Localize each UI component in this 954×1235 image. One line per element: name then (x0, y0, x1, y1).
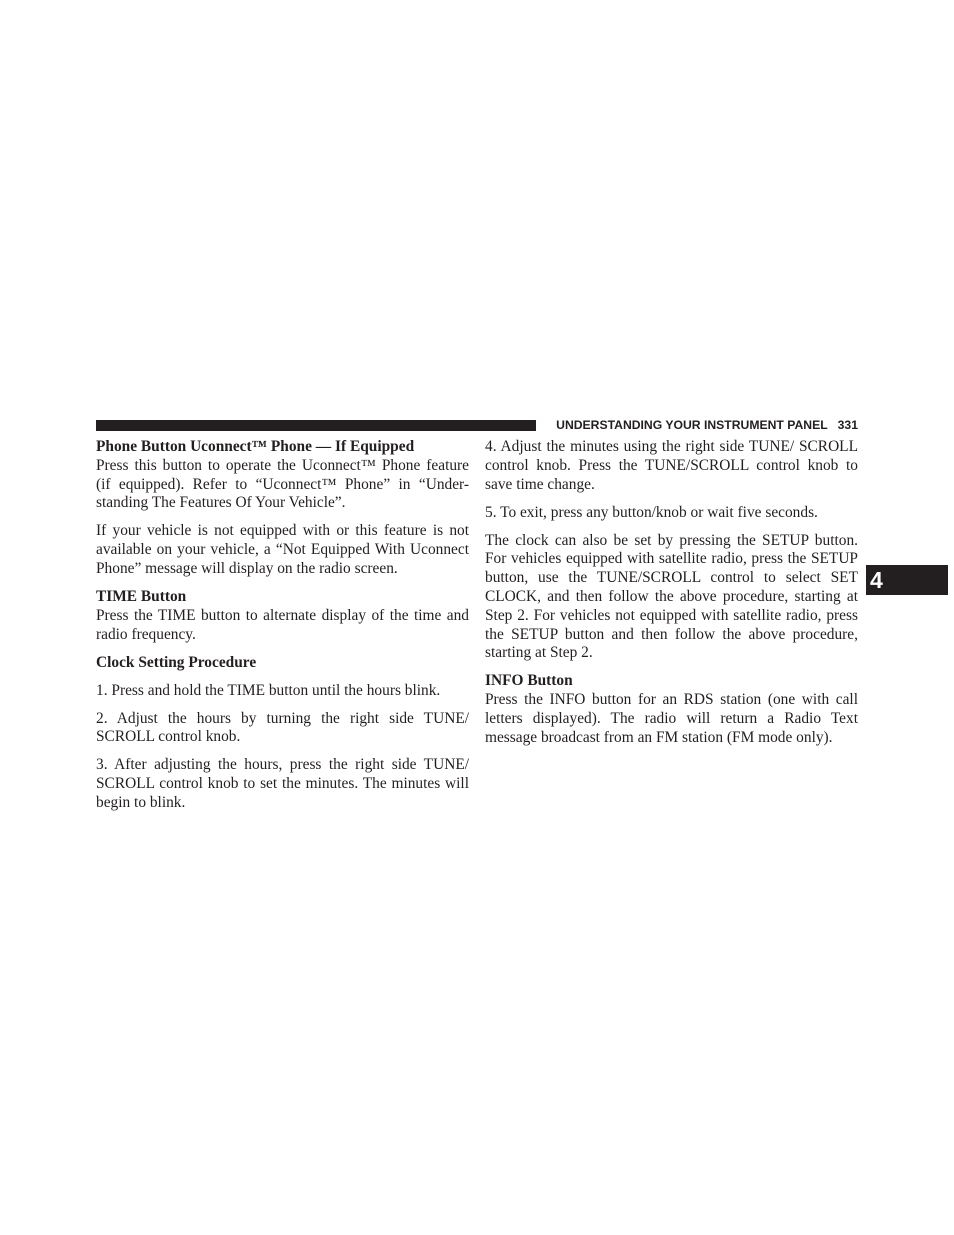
clock-setting-heading: Clock Setting Procedure (96, 653, 257, 671)
chapter-tab: 4 (866, 565, 948, 595)
right-column (485, 438, 858, 757)
phone-paragraph-1: Press this button to operate the Uconnect™ Phone feature (if equipped). Refer to “Uconnect™ Phone” in “Under-standing The Features Of Your Vehicle”. (96, 456, 469, 512)
left-column (96, 438, 469, 822)
info-paragraph: Press the INFO button for an RDS station (one with call letters displayed). The radio will return a Radio Text message broadcast from an FM station (FM mode only). (485, 691, 858, 746)
section-title: UNDERSTANDING YOUR INSTRUMENT PANEL (556, 418, 828, 432)
time-button-heading: TIME Button (96, 587, 187, 605)
header-rule (96, 420, 536, 431)
clock-step-5: 5. To exit, press any button/knob or wait five seconds. (485, 503, 818, 521)
running-header (546, 417, 858, 433)
phone-paragraph-2: If your vehicle is not equipped with or this feature is not available on your vehicle, a “Not Equipped With Uconnect Phone” message will display on the radio screen. (96, 522, 469, 577)
setup-paragraph: The clock can also be set by pressing the SETUP button. For vehicles equipped with satellite radio, press the SETUP button, use the TUNE/SCROLL control to select SET CLOCK, and then follow the above procedure, starting at Step 2. For vehicles not equipped with satellite radio, press the SETUP button and then follow the above procedure, starting at Step 2. (485, 531, 858, 662)
clock-step-4: 4. Adjust the minutes using the right side TUNE/ SCROLL control knob. Press the TUNE/SCROLL control knob to save time change. (485, 438, 858, 493)
info-button-heading: INFO Button (485, 672, 573, 690)
time-paragraph: Press the TIME button to alternate display of the time and radio frequency. (96, 606, 469, 643)
phone-button-heading: Phone Button Uconnect™ Phone — If Equipped (96, 438, 415, 455)
page-number: 331 (837, 418, 858, 432)
clock-step-1: 1. Press and hold the TIME button until the hours blink. (96, 681, 441, 699)
clock-step-2: 2. Adjust the hours by turning the right side TUNE/ SCROLL control knob. (96, 709, 469, 746)
clock-step-3: 3. After adjusting the hours, press the right side TUNE/ SCROLL control knob to set the minutes. The minutes will begin to blink. (96, 756, 469, 811)
